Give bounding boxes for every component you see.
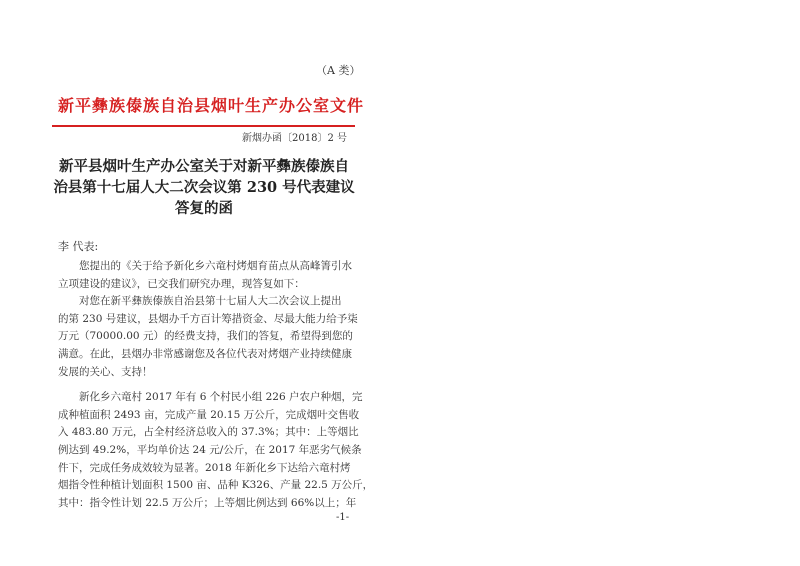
text-line: 的第 230 号建议，县烟办千方百计筹措资金、尽最大能力给予柒 <box>58 312 358 325</box>
text-line: 成种植面积 2493 亩，完成产量 20.15 万公斤，完成烟叶交售收 <box>58 408 360 421</box>
text-line: 立项建设的建议》，已交我们研究办理，现答复如下： <box>58 277 305 290</box>
paragraph-reply-intro <box>58 258 354 293</box>
title-line: 新平县烟叶生产办公室关于对新平彝族傣族自 <box>59 158 349 175</box>
document-body <box>58 258 374 512</box>
text-line: 新化乡六竜村 2017 年有 6 个村民小组 226 户农户种烟，完 <box>79 391 363 404</box>
text-line: 对您在新平彝族傣族自治县第十七届人大二次会议上提出 <box>79 295 342 308</box>
text-line: 例达到 49.2%，平均单价达 24 元/公斤，在 2017 年恶劣气候条 <box>58 443 362 456</box>
text-line: 发展的关心、支持！ <box>58 365 153 378</box>
issuer-header: 新平彝族傣族自治县烟叶生产办公室文件 <box>58 96 365 115</box>
page-number: -1- <box>336 512 350 523</box>
red-divider-line <box>52 125 355 127</box>
title-line: 答复的函 <box>175 200 233 217</box>
text-line: 万元（70000.00 元）的经费支持，我们的答复，希望得到您的 <box>58 330 353 343</box>
salutation: 李 代表: <box>58 240 99 253</box>
text-line: 您提出的《关于给予新化乡六竜村烤烟育苗点从高峰箐引水 <box>79 260 352 272</box>
document-title <box>52 156 356 219</box>
text-line: 满意。在此，县烟办非常感谢您及各位代表对烤烟产业持续健康 <box>58 347 352 360</box>
paragraph-funding <box>58 293 358 381</box>
text-line: 其中：指令性计划 22.5 万公斤；上等烟比例达到 66%以上；年 <box>58 496 357 509</box>
text-line: 入 483.80 万元，占全村经济总收入的 37.3%；其中：上等烟比 <box>58 426 359 439</box>
text-line: 烟指令性种植计划面积 1500 亩、品种 K326、产量 22.5 万公斤， <box>58 479 374 492</box>
paragraph-village-stats <box>58 389 374 512</box>
document-category: （A 类） <box>316 64 361 77</box>
paragraph-gap <box>58 381 354 389</box>
title-line: 治县第十七届人大二次会议第 230 号代表建议 <box>53 179 355 196</box>
document-number: 新烟办函〔2018〕2 号 <box>242 133 347 144</box>
text-line: 件下，完成任务成效较为显著。2018 年新化乡下达给六竜村烤 <box>58 461 351 474</box>
